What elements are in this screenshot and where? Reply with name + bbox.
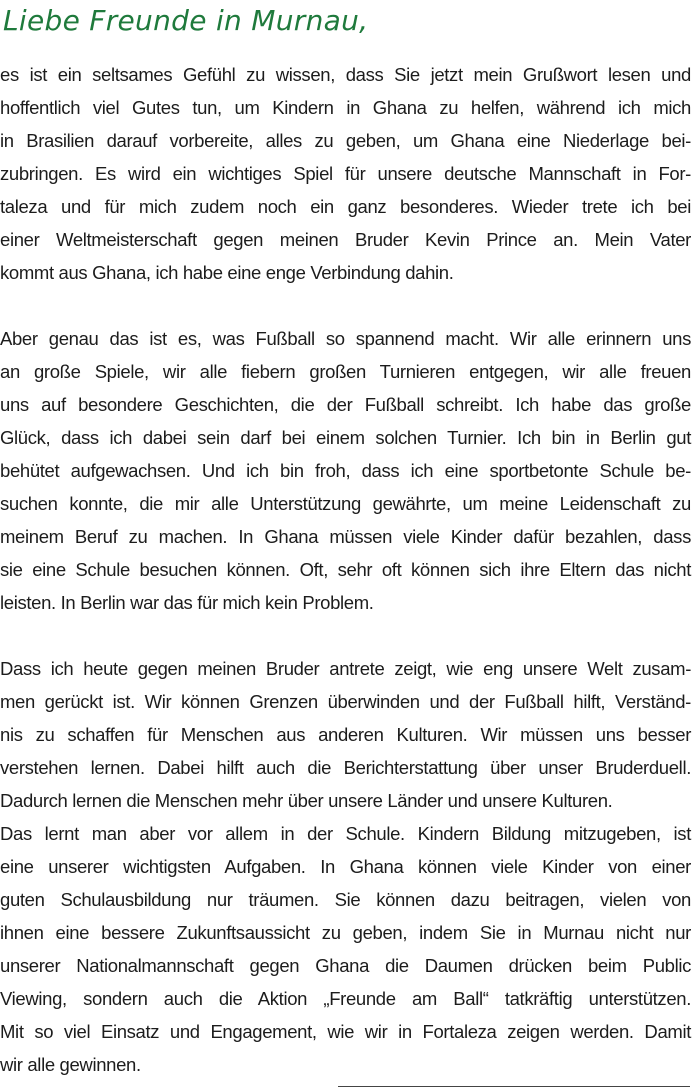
text-line: Das lernt man aber vor allem in der Schule. Kindern Bildung mitzugeben, ist — [0, 823, 691, 844]
text-line: eine unserer wichtigsten Aufgaben. In Ghana können viele Kinder von einer — [0, 856, 691, 877]
text-line: unserer Nationalmannschaft gegen Ghana die Daumen drücken beim Public — [0, 955, 691, 976]
text-line: behütet aufgewachsen. Und ich bin froh, dass ich eine sportbetonte Schule be- — [0, 460, 691, 481]
letter-salutation: Liebe Freunde in Murnau, — [3, 4, 369, 37]
text-line: Dass ich heute gegen meinen Bruder antrete zeigt, wie eng unsere Welt zusam- — [0, 658, 691, 679]
text-line: zubringen. Es wird ein wichtiges Spiel für unsere deutsche Mannschaft in For- — [0, 163, 691, 184]
text-line: wir alle gewinnen. — [0, 1054, 141, 1075]
paragraph-1 — [0, 58, 691, 289]
paragraph-2 — [0, 322, 691, 619]
letter-body — [0, 58, 691, 1081]
text-line: taleza und für mich zudem noch ein ganz besonderes. Wieder trete ich bei — [0, 196, 691, 217]
text-line: nis zu schaffen für Menschen aus anderen Kulturen. Wir müssen uns besser — [0, 724, 691, 745]
text-line: es ist ein seltsames Gefühl zu wissen, dass Sie jetzt mein Grußwort lesen und — [0, 64, 691, 85]
text-line: meinem Beruf zu machen. In Ghana müssen viele Kinder dafür bezahlen, dass — [0, 526, 691, 547]
text-line: suchen konnte, die mir alle Unterstützung gewährte, um meine Leidenschaft zu — [0, 493, 691, 514]
paragraph-gap — [0, 289, 691, 322]
text-line: verstehen lernen. Dabei hilft auch die Berichterstattung über unser Bruderduell. — [0, 757, 691, 778]
text-line: guten Schulausbildung nur träumen. Sie können dazu beitragen, vielen von — [0, 889, 691, 910]
text-line: einer Weltmeisterschaft gegen meinen Bruder Kevin Prince an. Mein Vater — [0, 229, 691, 250]
text-line: hoffentlich viel Gutes tun, um Kindern in Ghana zu helfen, während ich mich — [0, 97, 691, 118]
text-line: in Brasilien darauf vorbereite, alles zu geben, um Ghana eine Niederlage bei- — [0, 130, 691, 151]
footer-divider — [338, 1086, 690, 1087]
text-line: kommt aus Ghana, ich habe eine enge Verbindung dahin. — [0, 262, 454, 283]
text-line: sie eine Schule besuchen können. Oft, sehr oft können sich ihre Eltern das nicht — [0, 559, 691, 580]
text-line: uns auf besondere Geschichten, die der Fußball schreibt. Ich habe das große — [0, 394, 691, 415]
text-line: leisten. In Berlin war das für mich kein Problem. — [0, 592, 374, 613]
text-line: men gerückt ist. Wir können Grenzen überwinden und der Fußball hilft, Verständ- — [0, 691, 691, 712]
paragraph-4 — [0, 817, 691, 1081]
text-line: Dadurch lernen die Menschen mehr über unsere Länder und unsere Kulturen. — [0, 790, 613, 811]
text-line: Aber genau das ist es, was Fußball so spannend macht. Wir alle erinnern uns — [0, 328, 691, 349]
text-line: Glück, dass ich dabei sein darf bei einem solchen Turnier. Ich bin in Berlin gut — [0, 427, 691, 448]
paragraph-gap — [0, 619, 691, 652]
text-line: ihnen eine bessere Zukunftsaussicht zu geben, indem Sie in Murnau nicht nur — [0, 922, 691, 943]
paragraph-3 — [0, 652, 691, 817]
text-line: an große Spiele, wir alle fiebern großen Turnieren entgegen, wir alle freuen — [0, 361, 691, 382]
text-line: Viewing, sondern auch die Aktion „Freunde am Ball“ tatkräftig unterstützen. — [0, 988, 691, 1009]
text-line: Mit so viel Einsatz und Engagement, wie wir in Fortaleza zeigen werden. Damit — [0, 1021, 691, 1042]
